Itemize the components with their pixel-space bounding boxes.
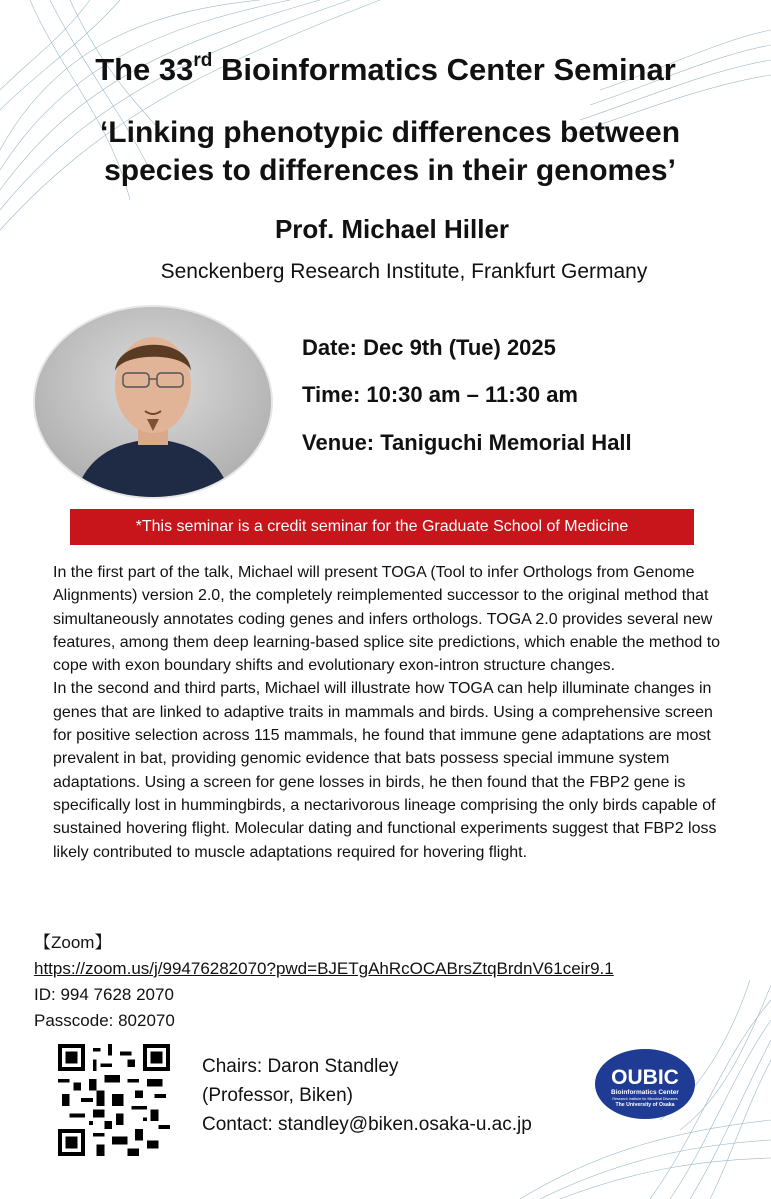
seminar-date: Date: Dec 9th (Tue) 2025 — [302, 335, 556, 360]
talk-title-line-1: ‘Linking phenotypic differences between — [99, 116, 681, 149]
speaker-photo — [35, 307, 271, 497]
zoom-heading: 【Zoom】 — [34, 933, 112, 952]
logo-line-1: Bioinformatics Center — [611, 1089, 679, 1096]
zoom-meeting-id: ID: 994 7628 2070 — [34, 985, 174, 1004]
logo-line-2: Research Institute for Microbial Diseases — [612, 1097, 678, 1101]
chairs-contact — [202, 1052, 532, 1139]
logo-line-3: The University of Osaka — [615, 1102, 675, 1108]
seminar-venue: Venue: Taniguchi Memorial Hall — [302, 430, 632, 455]
chairs-title: (Professor, Biken) — [202, 1085, 353, 1106]
talk-title — [40, 114, 740, 190]
abstract-paragraph-2: In the second and third parts, Michael will illustrate how TOGA can help illuminate changes in genes that are linked to adaptive traits in mammals and birds. Using a comprehensive screen for positive selection across 115 mammals, he found that immune gene adaptations are most prevalent in bat, providing genomic evidence that bats possess special immune system adaptations. Using a screen for gene losses in birds, he then found that the FBP2 gene is specifically lost in hummingbirds, a nectarivorous lineage comprising the only birds capable of sustained hovering flight. Molecular dating and functional experiments suggest that FBP2 loss likely contributed to muscle adaptations required for hovering flight. — [53, 680, 717, 861]
chairs-name: Chairs: Daron Standley — [202, 1056, 399, 1077]
zoom-link[interactable]: https://zoom.us/j/99476282070?pwd=BJETgAhRcOCABrsZtqBrdnV61ceir9.1 — [34, 959, 614, 978]
contact-email[interactable]: Contact: standley@biken.osaka-u.ac.jp — [202, 1114, 532, 1135]
zoom-passcode: Passcode: 802070 — [34, 1011, 175, 1030]
logo-name: OUBIC — [611, 1066, 679, 1089]
zoom-qr-code[interactable] — [58, 1044, 170, 1156]
speaker-affiliation: Senckenberg Research Institute, Frankfurt Germany — [160, 260, 648, 283]
speaker-name: Prof. Michael Hiller — [274, 214, 510, 244]
seminar-title: The 33rd Bioinformatics Center Seminar — [95, 50, 676, 87]
zoom-info — [34, 930, 614, 1034]
oubic-logo — [594, 1048, 696, 1120]
credit-seminar-banner: *This seminar is a credit seminar for the Graduate School of Medicine — [70, 509, 694, 545]
abstract-paragraph-1: In the first part of the talk, Michael will present TOGA (Tool to infer Orthologs from Genome Alignments) version 2.0, the completely reimplemented successor to the original method that simultaneously annotates coding genes and infers orthologs. TOGA 2.0 provides several new features, among them deep learning-based splice site predictions, which enable the method to cope with exon boundary shifts and evolutionary exon-intron structure changes. — [53, 564, 721, 675]
seminar-time: Time: 10:30 am – 11:30 am — [302, 382, 578, 407]
talk-title-line-2: species to differences in their genomes’ — [104, 154, 676, 187]
abstract — [53, 561, 733, 864]
